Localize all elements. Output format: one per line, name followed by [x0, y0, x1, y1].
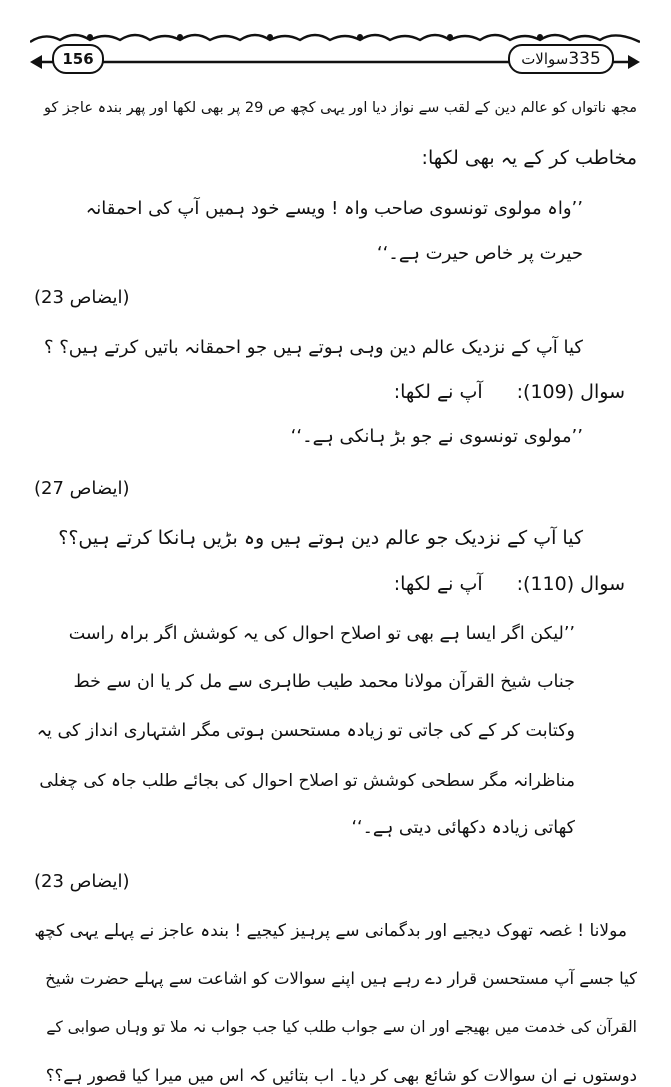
- quote3-line5: کھاتی زیادہ دکھائی دیتی ہے۔‘‘: [351, 818, 575, 838]
- chapter-title-badge: [508, 44, 614, 74]
- question-109-text: آپ نے لکھا:: [393, 381, 483, 403]
- reference-2: (ایضاص 27): [34, 478, 130, 499]
- question-110-text: آپ نے لکھا:: [393, 573, 483, 595]
- quote3-line1: ’’لیکن اگر ایسا ہے بھی تو اصلاح احوال کی یہ کوشش اگر براہ راست: [68, 624, 575, 644]
- question-109-label: سوال (109):: [516, 381, 625, 403]
- page-number: 156: [62, 50, 94, 68]
- paragraph2-line2: کیا جسے آپ مستحسن قرار دے رہے ہیں اپنے سوالات کو اشاعت سے پہلے حضرت شیخ: [45, 969, 637, 988]
- quote2: ’’مولوی تونسوی نے جو بڑ ہانکی ہے۔‘‘: [290, 426, 583, 447]
- paragraph2-line3: القرآن کی خدمت میں بھیجے اور ان سے جواب طلب کیا جب جواب نہ ملا تو وہاں صوابی کے: [46, 1018, 637, 1036]
- quote3-line2: جناب شیخ القرآن مولانا محمد طیب طاہری سے مل کر یا ان سے خط: [73, 672, 575, 692]
- paragraph2-line1: مولانا ! غصہ تھوک دیجیے اور بدگمانی سے پرہیز کیجیے ! بندہ عاجز نے پہلے یہی کچھ: [34, 921, 627, 941]
- question-109: [394, 381, 625, 403]
- question1: کیا آپ کے نزدیک عالم دین وہی ہوتے ہیں جو احمقانہ باتیں کرتے ہیں؟ ؟: [43, 337, 583, 358]
- reference-1: (ایضاص 23): [34, 287, 130, 308]
- quote3-line3: وکتابت کر کے کی جاتی تو زیادہ مستحسن ہوتی مگر اشتہاری انداز کی یہ: [36, 721, 575, 741]
- reference-3: (ایضاص 23): [34, 871, 130, 892]
- quote1-line2: حیرت پر خاص حیرت ہے۔‘‘: [376, 243, 583, 264]
- paragraph1-line2: مخاطب کر کے یہ بھی لکھا:: [421, 147, 637, 169]
- paragraph2-line4: دوستوں نے ان سوالات کو شائع بھی کر دیا۔ اب بتائیں کہ اس میں میرا کیا قصور ہے؟؟: [45, 1066, 637, 1085]
- question2: کیا آپ کے نزدیک جو عالم دین ہوتے ہیں وہ بڑیں ہانکا کرتے ہیں؟؟: [58, 527, 583, 549]
- question-110-label: سوال (110):: [516, 573, 625, 595]
- quote3-line4: مناظرانہ مگر سطحی کوشش تو اصلاح احوال کی بجائے طلب جاہ کی چغلی: [39, 771, 575, 791]
- paragraph1-line1: مجھ ناتواں کو عالم دین کے لقب سے نواز دیا اور یہی کچھ ص 29 پر بھی لکھا اور پھر بندہ عاجز کو: [43, 100, 637, 116]
- page-number-badge: [52, 44, 104, 74]
- question-110: [394, 573, 625, 595]
- quote1-line1: ’’واہ مولوی تونسوی صاحب واہ ! ویسے خود ہمیں آپ کی احمقانہ: [85, 198, 583, 219]
- chapter-number: 335: [568, 49, 601, 69]
- chapter-word: سوالات: [521, 50, 569, 68]
